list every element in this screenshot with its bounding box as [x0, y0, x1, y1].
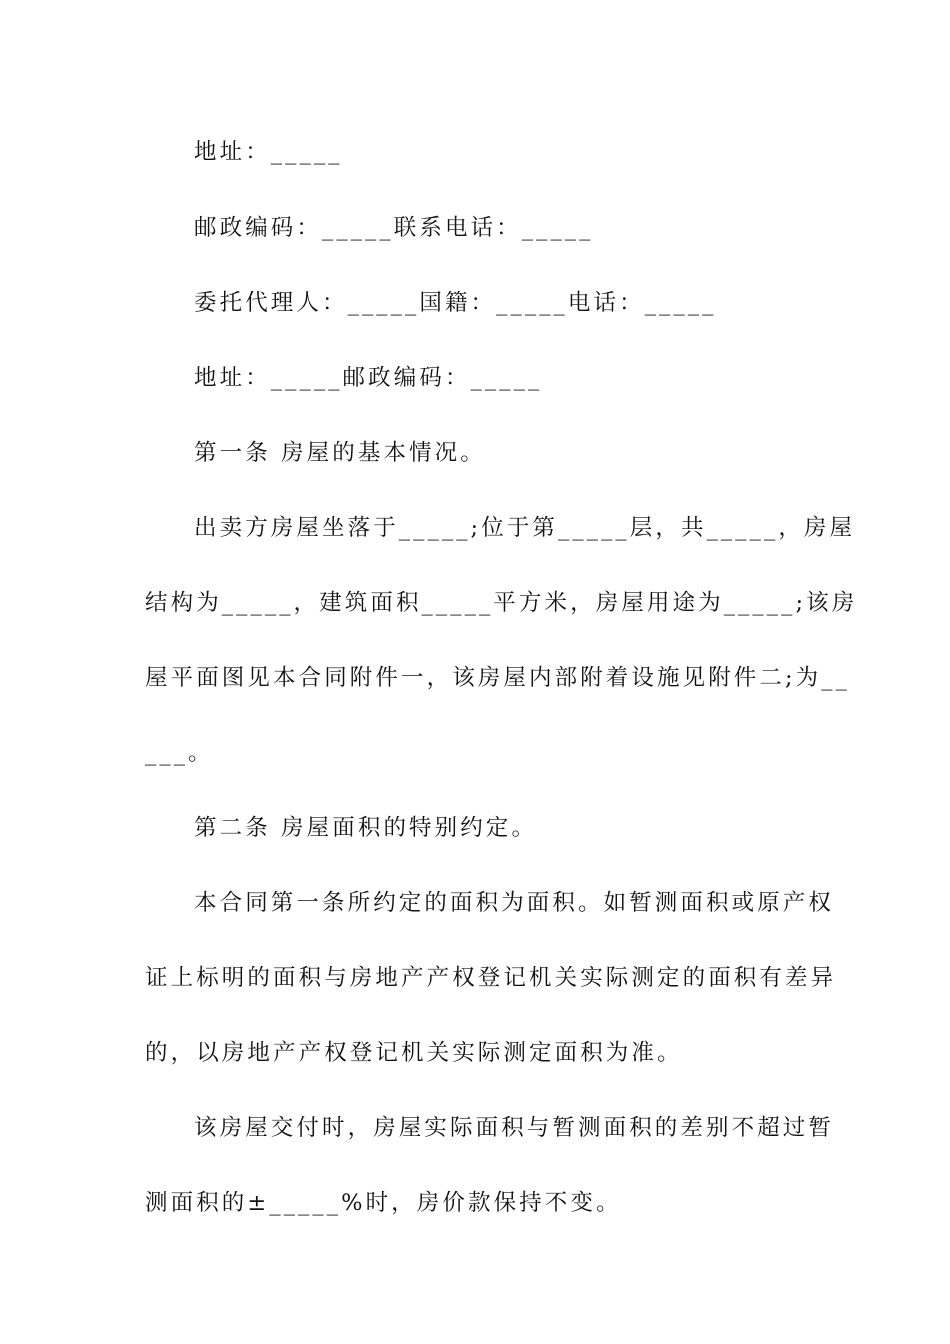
agent-nationality-phone-line: 委托代理人：_____国籍：_____电话：_____	[194, 290, 717, 316]
delivery-paragraph-line-2: 测面积的±_____%时，房价款保持不变。	[145, 1190, 622, 1216]
article-two-paragraph-line-2: 证上标明的面积与房地产产权登记机关实际测定的面积有差异	[145, 965, 837, 991]
article-one-paragraph-line-3: 屋平面图见本合同附件一，该房屋内部附着设施见附件二;为__	[145, 665, 850, 691]
article-two-paragraph-line-1: 本合同第一条所约定的面积为面积。如暂测面积或原产权	[194, 890, 835, 916]
article-one-paragraph-line-1: 出卖方房屋坐落于_____;位于第_____层，共_____，房屋	[194, 515, 856, 541]
article-one-paragraph-line-4: ___。	[145, 740, 214, 766]
address-postal-code-line: 地址：_____邮政编码：_____	[194, 365, 543, 391]
delivery-paragraph-line-1: 该房屋交付时，房屋实际面积与暂测面积的差别不超过暂	[194, 1115, 835, 1141]
article-two-heading: 第二条 房屋面积的特别约定。	[194, 815, 538, 841]
postal-code-phone-line: 邮政编码：_____联系电话：_____	[194, 215, 594, 241]
address-line: 地址：_____	[194, 139, 343, 165]
article-two-paragraph-line-3: 的，以房地产产权登记机关实际测定面积为准。	[145, 1040, 683, 1066]
article-one-heading: 第一条 房屋的基本情况。	[194, 440, 486, 466]
article-one-paragraph-line-2: 结构为_____，建筑面积_____平方米，房屋用途为_____;该房	[145, 590, 858, 616]
